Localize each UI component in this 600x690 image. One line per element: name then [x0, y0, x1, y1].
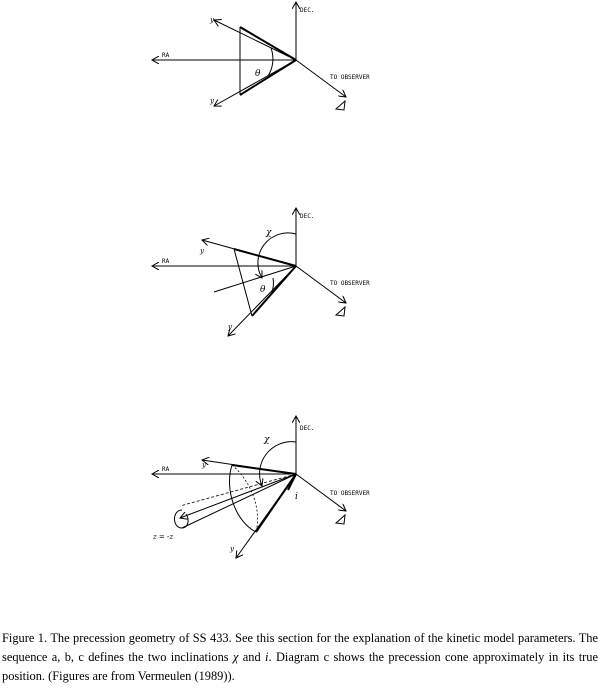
jet-label-lower: y [210, 97, 214, 105]
z-axis-label: z = -z [153, 533, 174, 541]
jet-label-lower: y [230, 545, 234, 553]
jet-label-upper: y [200, 247, 204, 255]
chi-label: χ [264, 435, 270, 445]
ra-label: RA [162, 258, 170, 265]
caption-text-1: Figure 1. The precession geometry of SS 433. See this section for the explanation of the kinetic model parameters. The sequence a, b, c defines the two inclinations [2, 631, 598, 664]
observer-label: TO OBSERVER [330, 280, 370, 287]
jet-label-upper: y [202, 461, 206, 469]
caption-text-2: and [238, 650, 266, 664]
jet-lower-bold [240, 60, 296, 95]
dec-label: DEC. [300, 213, 315, 220]
diagram-b [0, 190, 600, 350]
caption-chi: χ [232, 650, 239, 664]
dec-label: DEC. [300, 7, 315, 14]
theta-label: θ [255, 69, 261, 79]
jet-upper [214, 20, 296, 60]
dec-label: DEC. [300, 425, 315, 432]
chi-arc [260, 442, 296, 486]
jet-upper-bold [232, 465, 296, 474]
jet-label-lower: y [228, 323, 232, 331]
jet-label-upper: y [210, 16, 214, 24]
diagram-a [0, 0, 600, 150]
theta-arc [268, 48, 273, 76]
observer-label: TO OBSERVER [330, 490, 370, 497]
observer-eye-icon [336, 515, 345, 524]
ra-label: RA [162, 466, 170, 473]
observer-label: TO OBSERVER [330, 74, 370, 81]
jet-lower-bold [256, 474, 296, 532]
precession-axis [180, 474, 296, 518]
diagram-c [0, 410, 600, 570]
jet-upper-bold [240, 27, 296, 60]
caption-i: i [265, 650, 269, 664]
chi-label: χ [266, 228, 272, 238]
figure-caption [2, 629, 598, 686]
cone-ellipse [229, 465, 256, 532]
rotation-arrow [175, 510, 189, 528]
caption-text-3: . Diagram c shows the precession cone approximately in its true position. (Figures are from Vermeulen (1989)). [2, 650, 598, 683]
ra-label: RA [162, 52, 170, 59]
i-label: i [295, 492, 298, 502]
observer-eye-icon [336, 101, 345, 110]
observer-eye-icon [336, 307, 345, 316]
theta-label: θ [260, 285, 266, 295]
jet-upper-bold [234, 249, 296, 266]
